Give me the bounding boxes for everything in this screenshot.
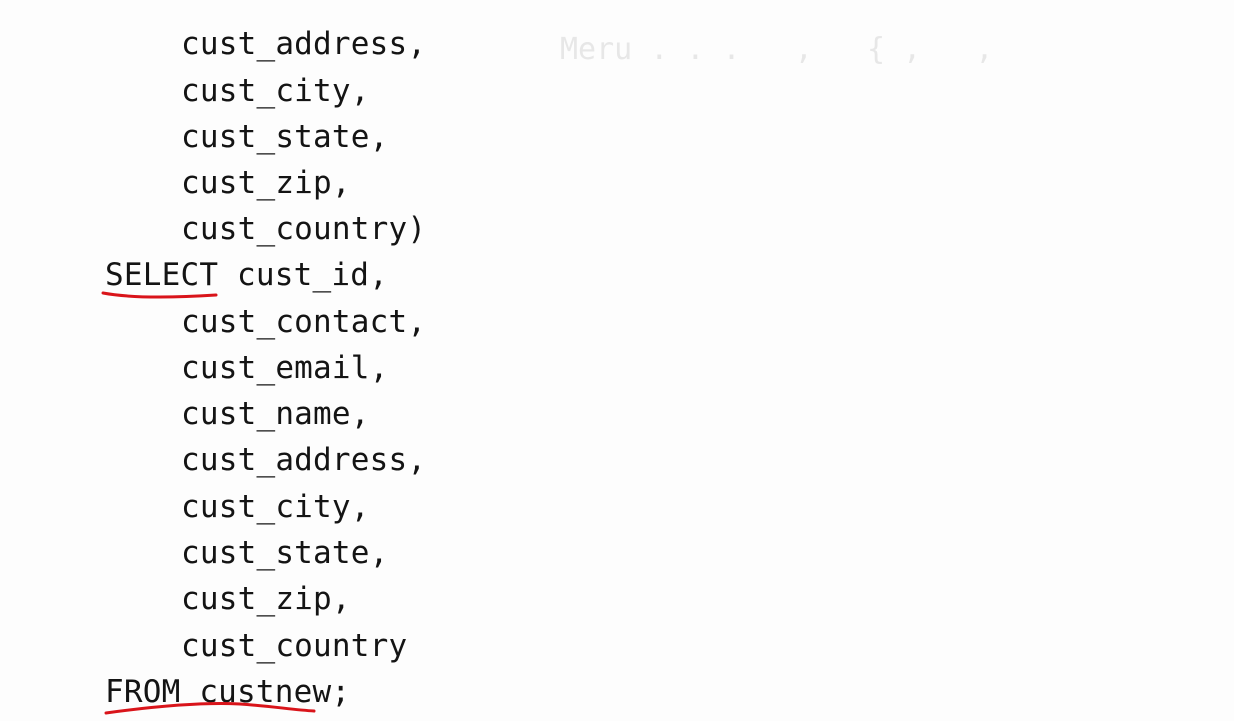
code-line-select: SELECT cust_id, xyxy=(105,257,388,293)
code-line-8: cust_email, xyxy=(181,350,389,386)
code-line-11: cust_city, xyxy=(181,489,370,525)
code-line-9: cust_name, xyxy=(181,396,370,432)
code-line-7: cust_contact, xyxy=(181,304,427,340)
code-line-12: cust_state, xyxy=(181,535,389,571)
bleed-through-text: Meru . . . , { , , xyxy=(560,32,994,67)
code-line-5: cust_country) xyxy=(181,211,427,247)
code-line-1: cust_address, xyxy=(181,26,427,62)
code-line-4: cust_zip, xyxy=(181,165,351,201)
code-line-2: cust_city, xyxy=(181,73,370,109)
code-line-from: FROM custnew; xyxy=(105,674,351,710)
code-line-13: cust_zip, xyxy=(181,581,351,617)
code-line-14: cust_country xyxy=(181,628,408,664)
code-line-3: cust_state, xyxy=(181,119,389,155)
code-line-10: cust_address, xyxy=(181,442,427,478)
